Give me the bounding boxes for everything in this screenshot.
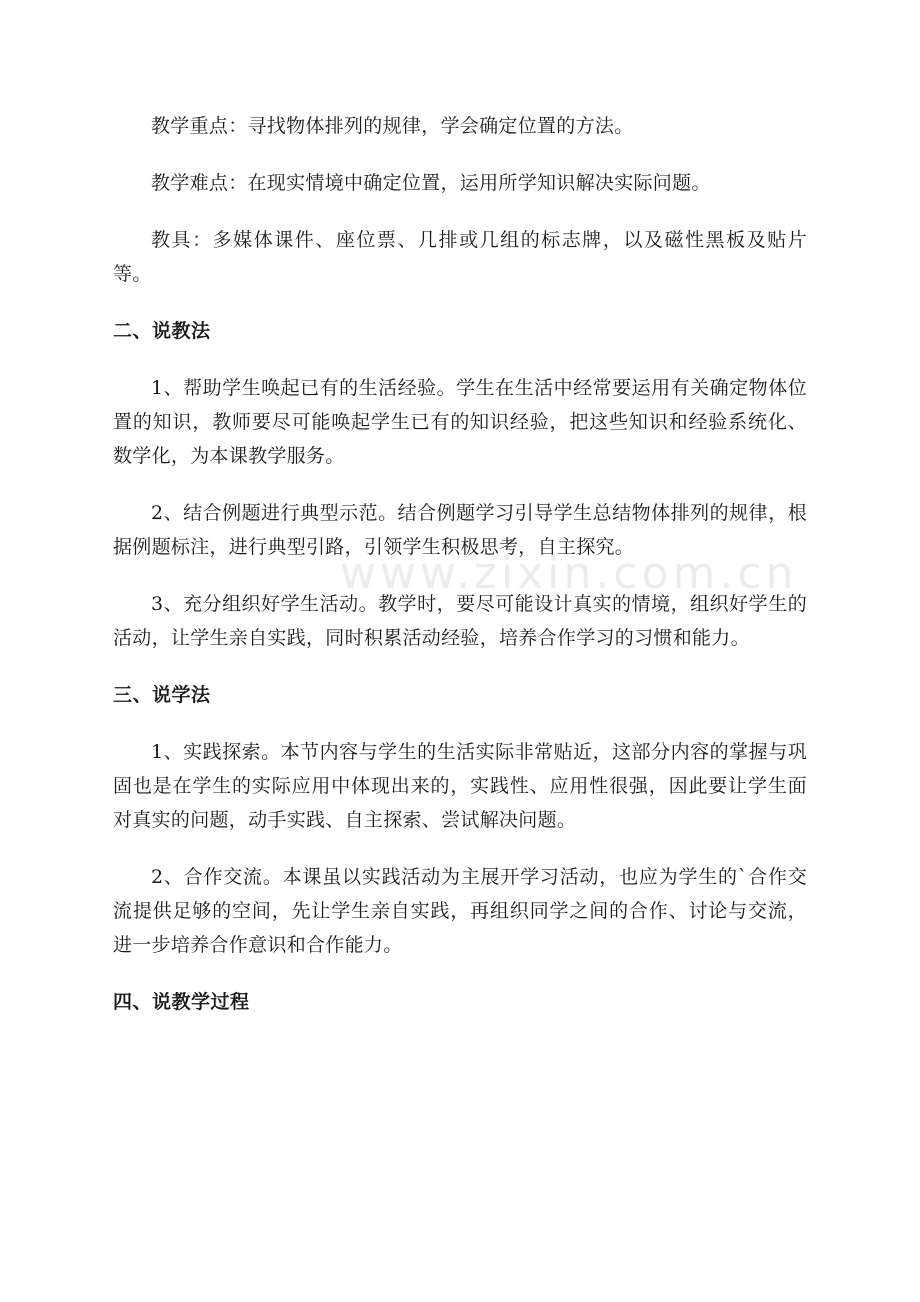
paragraph-learning-2: 2、合作交流。本课虽以实践活动为主展开学习活动，也应为学生的`合作交流提供足够的空间，先让学生亲自实践，再组织同学之间的合作、讨论与交流，进一步培养合作意识和合作能力。: [113, 866, 807, 956]
document-body: [113, 109, 807, 1042]
paragraph-teaching-difficulty: 教学难点：在现实情境中确定位置，运用所学知识解决实际问题。: [151, 172, 711, 194]
paragraph-method-1: 1、帮助学生唤起已有的生活经验。学生在生活中经常要运用有关确定物体位置的知识，教师要尽可能唤起学生已有的知识经验，把这些知识和经验系统化、数学化，为本课教学服务。: [113, 377, 807, 467]
section-heading-learning-methods: 三、说学法: [113, 684, 211, 706]
paragraph-method-3: 3、充分组织好学生活动。教学时，要尽可能设计真实的情境，组织好学生的活动，让学生亲自实践，同时积累活动经验，培养合作学习的习惯和能力。: [113, 593, 807, 649]
section-heading-teaching-process: 四、说教学过程: [113, 991, 250, 1013]
watermark: www.zixin.com.cn: [340, 548, 798, 599]
paragraph-teaching-focus: 教学重点：寻找物体排列的规律，学会确定位置的方法。: [151, 115, 634, 137]
paragraph-teaching-aids: 教具：多媒体课件、座位票、几排或几组的标志牌，以及磁性黑板及贴片等。: [113, 229, 807, 285]
section-heading-teaching-methods: 二、说教法: [113, 320, 211, 342]
paragraph-learning-1: 1、实践探索。本节内容与学生的生活实际非常贴近，这部分内容的掌握与巩固也是在学生的实际应用中体现出来的，实践性、应用性很强，因此要让学生面对真实的问题，动手实践、自主探索、尝试解决问题。: [113, 741, 807, 831]
paragraph-method-2: 2、结合例题进行典型示范。结合例题学习引导学生总结物体排列的规律，根据例题标注，进行典型引路，引领学生积极思考，自主探究。: [113, 502, 807, 558]
